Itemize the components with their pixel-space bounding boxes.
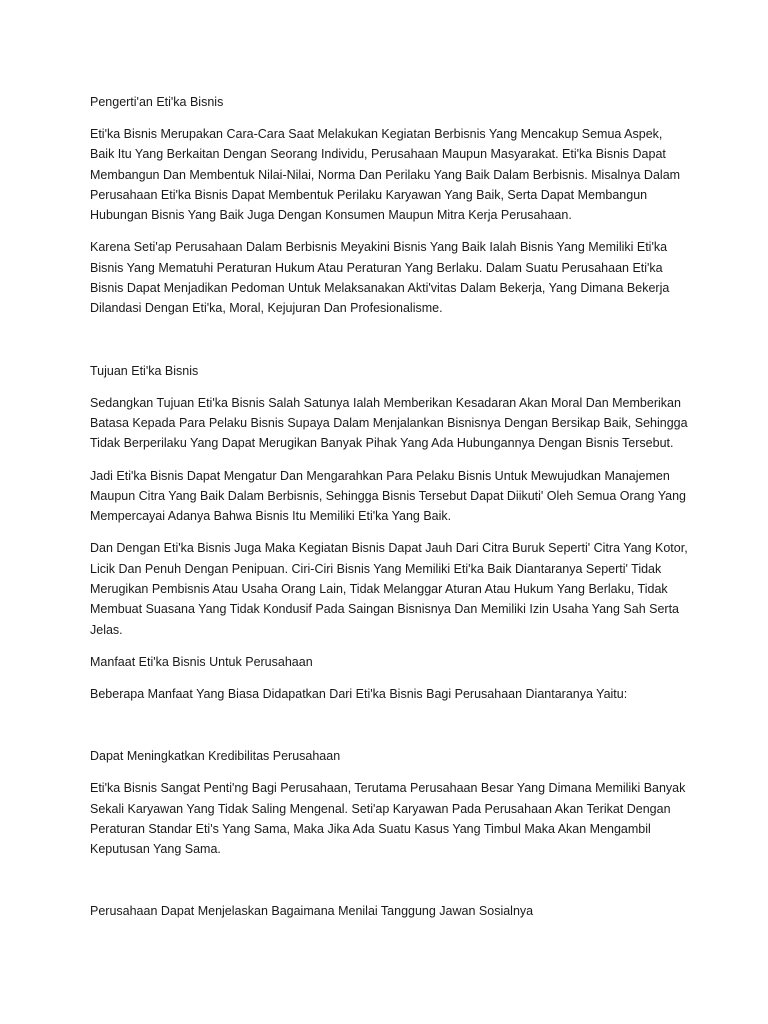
section-heading: Manfaat Eti'ka Bisnis Untuk Perusahaan (90, 654, 313, 669)
document-page (90, 92, 690, 921)
section-heading: Tujuan Eti'ka Bisnis (90, 363, 199, 378)
paragraph: Sedangkan Tujuan Eti'ka Bisnis Salah Satunya Ialah Memberikan Kesadaran Akan Moral Dan Memberikan Batasa Kepada Para Pelaku Bisnis Supaya Dalam Menjalankan Bisnisnya Dengan Bersikap Baik, Sehingga Tidak Berperilaku Yang Dapat Merugikan Banyak Pihak Yang Ada Hubungannya Dengan Bisnis Tersebut. (90, 395, 688, 451)
paragraph: Eti'ka Bisnis Merupakan Cara-Cara Saat Melakukan Kegiatan Berbisnis Yang Mencakup Semua Aspek, Baik Itu Yang Berkaitan Dengan Seorang Individu, Perusahaan Maupun Masyarakat. Eti'ka Bisnis Dapat Membangun Dan Membentuk Nilai-Nilai, Norma Dan Perilaku Yang Baik Dalam Berbisnis. Misalnya Dalam Perusahaan Eti'ka Bisnis Dapat Membentuk Perilaku Karyawan Yang Baik, Serta Dapat Membangun Hubungan Bisnis Yang Baik Juga Dengan Konsumen Maupun Mitra Kerja Perusahaan. (90, 127, 681, 223)
section-heading: Perusahaan Dapat Menjelaskan Bagaimana Menilai Tanggung Jawan Sosialnya (90, 904, 534, 919)
paragraph: Eti'ka Bisnis Sangat Penti'ng Bagi Perusahaan, Terutama Perusahaan Besar Yang Dimana Memiliki Banyak Sekali Karyawan Yang Tidak Saling Mengenal. Seti'ap Karyawan Pada Perusahaan Akan Terikat Dengan Peraturan Standar Eti's Yang Sama, Maka Jika Ada Suatu Kasus Yang Timbul Maka Akan Mengambil Keputusan Yang Sama. (90, 781, 686, 857)
paragraph: Karena Seti'ap Perusahaan Dalam Berbisnis Meyakini Bisnis Yang Baik Ialah Bisnis Yang Memiliki Eti'ka Bisnis Yang Mematuhi Peraturan Hukum Atau Peraturan Yang Berlaku. Dalam Suatu Perusahaan Eti'ka Bisnis Dapat Menjadikan Pedoman Untuk Melaksanakan Akti'vitas Dalam Bekerja, Yang Dimana Bekerja Dilandasi Dengan Eti'ka, Moral, Kejujuran Dan Profesionalisme. (90, 240, 670, 316)
paragraph: Beberapa Manfaat Yang Biasa Didapatkan Dari Eti'ka Bisnis Bagi Perusahaan Diantaranya Yaitu: (90, 686, 628, 701)
paragraph: Dan Dengan Eti'ka Bisnis Juga Maka Kegiatan Bisnis Dapat Jauh Dari Citra Buruk Seperti' Citra Yang Kotor, Licik Dan Penuh Dengan Penipuan. Ciri-Ciri Bisnis Yang Memiliki Eti'ka Baik Diantaranya Seperti' Tidak Merugikan Pembisnis Atau Usaha Orang Lain, Tidak Melanggar Aturan Atau Hukum Yang Berlaku, Tidak Membuat Suasana Yang Tidak Kondusif Pada Saingan Bisnisnya Dan Memiliki Izin Usaha Yang Sah Serta Jelas. (90, 541, 688, 637)
section-heading: Dapat Meningkatkan Kredibilitas Perusahaan (90, 749, 341, 764)
paragraph: Jadi Eti'ka Bisnis Dapat Mengatur Dan Mengarahkan Para Pelaku Bisnis Untuk Mewujudkan Manajemen Maupun Citra Yang Baik Dalam Berbisnis, Sehingga Bisnis Tersebut Dapat Diikuti' Oleh Semua Orang Yang Mempercayai Adanya Bahwa Bisnis Itu Memiliki Eti'ka Yang Baik. (90, 468, 686, 524)
section-heading: Pengerti'an Eti'ka Bisnis (90, 95, 224, 109)
